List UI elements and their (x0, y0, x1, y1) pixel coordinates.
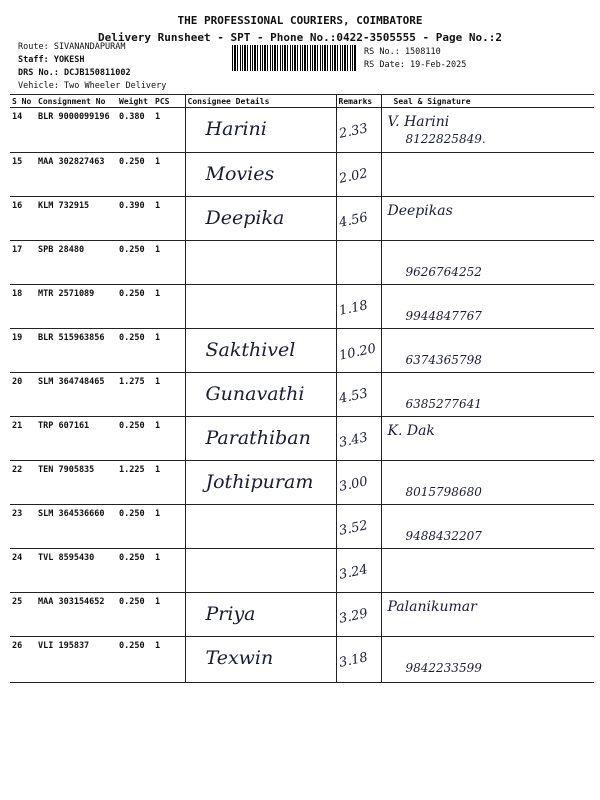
cell-consignee (185, 241, 336, 285)
remarks-handwriting: 3.18 (337, 650, 369, 671)
signature-phone: 8122825849. (405, 132, 486, 146)
cell-sno: 15 (10, 153, 36, 197)
cell-remarks (336, 461, 381, 505)
signature-phone: 6385277641 (405, 397, 482, 411)
table-row (10, 593, 594, 637)
cell-consignment: VLI 195837 (36, 637, 117, 683)
cell-weight: 0.250 (117, 593, 153, 637)
cell-consignee (185, 285, 336, 329)
cell-pcs: 1 (153, 241, 185, 285)
cell-weight: 1.225 (117, 461, 153, 505)
remarks-handwriting: 2.33 (337, 121, 369, 142)
cell-signature (381, 637, 594, 683)
cell-pcs: 1 (153, 197, 185, 241)
consignee-handwriting: Jothipuram (205, 471, 314, 493)
table-row (10, 197, 594, 241)
cell-signature (381, 153, 594, 197)
cell-consignee (185, 153, 336, 197)
remarks-handwriting: 1.18 (337, 298, 369, 319)
cell-sno: 25 (10, 593, 36, 637)
table-row (10, 108, 594, 153)
rs-date: RS Date: 19-Feb-2025 (364, 60, 467, 70)
col-header-consignee: Consignee Details (185, 95, 336, 108)
cell-consignment: TEN 7905835 (36, 461, 117, 505)
cell-consignment: SLM 364748465 (36, 373, 117, 417)
route-label: Route: SIVANANDAPURAM (18, 42, 126, 52)
cell-consignee (185, 417, 336, 461)
remarks-handwriting: 3.00 (337, 474, 369, 495)
cell-sno: 14 (10, 108, 36, 153)
table-row (10, 549, 594, 593)
drs-number: DRS No.: DCJB150811002 (18, 68, 131, 78)
cell-consignment: MTR 2571089 (36, 285, 117, 329)
table-row (10, 505, 594, 549)
cell-consignee (185, 549, 336, 593)
cell-consignee (185, 461, 336, 505)
remarks-handwriting: 3.52 (337, 518, 369, 539)
table-row (10, 637, 594, 683)
rs-number: RS No.: 1508110 (364, 47, 441, 57)
cell-sno: 20 (10, 373, 36, 417)
consignee-handwriting: Harini (205, 118, 267, 140)
cell-sno: 17 (10, 241, 36, 285)
cell-consignment: SPB 28480 (36, 241, 117, 285)
consignee-handwriting: Texwin (205, 647, 274, 669)
cell-signature (381, 197, 594, 241)
signature-name: Palanikumar (387, 599, 477, 615)
signature-phone: 8015798680 (405, 485, 482, 499)
col-header-remarks: Remarks (336, 95, 381, 108)
consignee-handwriting: Gunavathi (205, 383, 305, 405)
table-row (10, 241, 594, 285)
cell-signature (381, 417, 594, 461)
remarks-handwriting: 4.56 (337, 210, 369, 231)
cell-consignee (185, 505, 336, 549)
signature-phone: 9488432207 (405, 529, 482, 543)
col-header-consignment: Consignment No (36, 95, 117, 108)
cell-consignee (185, 637, 336, 683)
signature-phone: 9626764252 (405, 265, 482, 279)
cell-remarks (336, 505, 381, 549)
cell-consignment: TRP 607161 (36, 417, 117, 461)
cell-pcs: 1 (153, 329, 185, 373)
cell-consignment: SLM 364536660 (36, 505, 117, 549)
cell-consignee (185, 329, 336, 373)
cell-signature (381, 505, 594, 549)
cell-consignment: MAA 303154652 (36, 593, 117, 637)
cell-weight: 0.250 (117, 417, 153, 461)
cell-consignee (185, 108, 336, 153)
signature-name: Deepikas (387, 203, 453, 219)
cell-signature (381, 108, 594, 153)
cell-weight: 0.380 (117, 108, 153, 153)
cell-remarks (336, 197, 381, 241)
cell-weight: 0.250 (117, 505, 153, 549)
cell-consignee (185, 373, 336, 417)
cell-weight: 0.250 (117, 637, 153, 683)
cell-sno: 24 (10, 549, 36, 593)
cell-pcs: 1 (153, 285, 185, 329)
cell-consignment: BLR 515963856 (36, 329, 117, 373)
signature-name: V. Harini (387, 114, 450, 130)
page-title: THE PROFESSIONAL COURIERS, COIMBATORE (177, 14, 423, 27)
signature-phone: 9842233599 (405, 661, 482, 675)
cell-signature (381, 461, 594, 505)
cell-weight: 0.250 (117, 285, 153, 329)
table-row (10, 153, 594, 197)
barcode (232, 45, 356, 71)
signature-phone: 6374365798 (405, 353, 482, 367)
table-row (10, 285, 594, 329)
col-header-weight: Weight (117, 95, 153, 108)
consignee-handwriting: Movies (205, 163, 275, 185)
cell-remarks (336, 373, 381, 417)
staff-label: Staff: YOKESH (18, 55, 85, 65)
remarks-handwriting: 3.24 (337, 562, 369, 583)
table-row (10, 329, 594, 373)
signature-name: K. Dak (387, 423, 435, 439)
runsheet-subtitle: Delivery Runsheet - SPT - Phone No.:0422-3505555 - Page No.:2 (98, 31, 502, 44)
cell-signature (381, 329, 594, 373)
remarks-handwriting: 3.43 (337, 430, 369, 451)
cell-weight: 0.250 (117, 241, 153, 285)
consignee-handwriting: Parathiban (205, 427, 311, 449)
col-header-pcs: PCS (153, 95, 185, 108)
table-body (10, 108, 594, 683)
cell-sno: 26 (10, 637, 36, 683)
cell-remarks (336, 285, 381, 329)
cell-pcs: 1 (153, 549, 185, 593)
cell-pcs: 1 (153, 417, 185, 461)
cell-remarks (336, 241, 381, 285)
col-header-sno: S No (10, 95, 36, 108)
runsheet-table (10, 94, 594, 683)
col-header-signature: Seal & Signature (381, 95, 594, 108)
cell-sno: 22 (10, 461, 36, 505)
cell-pcs: 1 (153, 373, 185, 417)
signature-phone: 9944847767 (405, 309, 482, 323)
remarks-handwriting: 10.20 (337, 341, 377, 364)
table-row (10, 373, 594, 417)
cell-weight: 0.390 (117, 197, 153, 241)
cell-weight: 0.250 (117, 329, 153, 373)
vehicle-label: Vehicle: Two Wheeler Delivery (18, 81, 167, 91)
remarks-handwriting: 2.02 (337, 166, 369, 187)
cell-consignment: BLR 9000099196 (36, 108, 117, 153)
table-row (10, 417, 594, 461)
cell-sno: 18 (10, 285, 36, 329)
cell-signature (381, 241, 594, 285)
cell-pcs: 1 (153, 505, 185, 549)
cell-remarks (336, 329, 381, 373)
consignee-handwriting: Sakthivel (205, 339, 296, 361)
remarks-handwriting: 3.29 (337, 606, 369, 627)
cell-remarks (336, 108, 381, 153)
cell-signature (381, 373, 594, 417)
cell-consignment: MAA 302827463 (36, 153, 117, 197)
cell-weight: 1.275 (117, 373, 153, 417)
remarks-handwriting: 4.53 (337, 386, 369, 407)
cell-sno: 23 (10, 505, 36, 549)
cell-sno: 21 (10, 417, 36, 461)
cell-signature (381, 285, 594, 329)
cell-consignee (185, 197, 336, 241)
cell-consignment: TVL 8595430 (36, 549, 117, 593)
table-header-row (10, 95, 594, 108)
cell-weight: 0.250 (117, 549, 153, 593)
cell-remarks (336, 637, 381, 683)
cell-pcs: 1 (153, 637, 185, 683)
cell-sno: 19 (10, 329, 36, 373)
table-row (10, 461, 594, 505)
cell-pcs: 1 (153, 461, 185, 505)
cell-signature (381, 549, 594, 593)
cell-pcs: 1 (153, 108, 185, 153)
cell-consignment: KLM 732915 (36, 197, 117, 241)
cell-sno: 16 (10, 197, 36, 241)
cell-weight: 0.250 (117, 153, 153, 197)
cell-remarks (336, 153, 381, 197)
cell-remarks (336, 417, 381, 461)
cell-remarks (336, 549, 381, 593)
cell-remarks (336, 593, 381, 637)
cell-signature (381, 593, 594, 637)
consignee-handwriting: Priya (205, 603, 256, 625)
cell-consignee (185, 593, 336, 637)
consignee-handwriting: Deepika (205, 207, 285, 229)
cell-pcs: 1 (153, 153, 185, 197)
cell-pcs: 1 (153, 593, 185, 637)
